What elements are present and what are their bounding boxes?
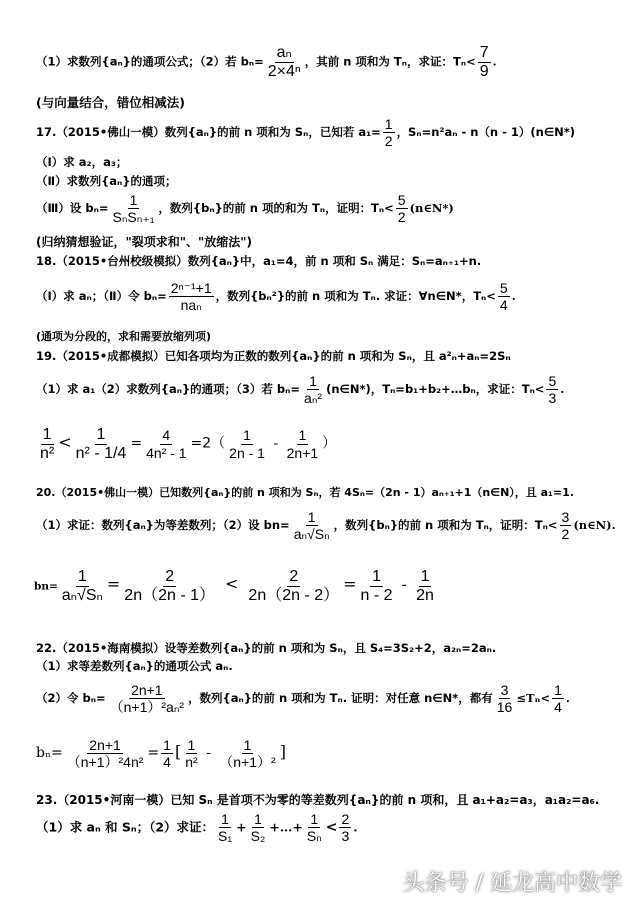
- problem-23-parts: （1）求 aₙ 和 Sₙ；（2）求证： $\frac{1}{\text{S₁}}$ + $\frac{1}{\text{S₂}}$ +…+ $\frac{1}{\text{Sₙ}}$ < $\frac{2}{3}$ .: [36, 811, 358, 845]
- fraction: $\frac{1}{2n}$: [416, 568, 434, 604]
- problem-17-stem: 17.（2015•佛山一模）数列{aₙ}的前 n 项和为 Sₙ，已知若 a₁= $\frac{1}{2}$ ，Sₙ=n²aₙ - n（n - 1）(n∈N*): [36, 116, 576, 150]
- fraction: $\frac{5}{2}$: [397, 192, 406, 226]
- problem-18-stem: 18.（2015•台州校级模拟）数列{aₙ}中，a₁=4，前 n 项和 Sₙ 满足：Sₙ=aₙ₊₁+n.: [36, 254, 482, 268]
- problem-23-stem: 23.（2015•河南一模）已知 Sₙ 是首项不为零的等差数列{aₙ}的前 n 项和，且 a₁+a₂=a₃，a₁a₂=a₆.: [36, 793, 600, 807]
- fraction: $\frac{1}{\text{n² - 1/4}}$: [75, 426, 127, 462]
- formula-19: $\frac{1}{\text{n²}}$ < $\frac{1}{\text{n² - 1/4}}$ = $\frac{4}{\text{4n² - 1}}$ =2（ $\frac{1}{2n - 1}$ - $\frac{1}{2n+1}$ ）: [40, 426, 337, 462]
- problem-22-stem: 22.（2015•海南模拟）设等差数列{aₙ}的前 n 项和为 Sₙ，且 S₄=3S₂+2，a₂ₙ=2aₙ.: [36, 641, 497, 655]
- fraction: $\frac{1}{\text{n²}}$: [185, 737, 198, 771]
- fraction: $\frac{7}{9}$: [479, 44, 489, 80]
- fraction: $\frac{1}{2}$: [384, 116, 393, 150]
- problem-22-part-1: （1）求等差数列{aₙ}的通项公式 aₙ.: [36, 659, 233, 673]
- fraction: $\frac{2}{2n(2n - 2)}$: [248, 568, 340, 604]
- fraction: $\frac{1}{4}$: [554, 682, 562, 716]
- fraction: $\frac{\text{2ⁿ⁻¹+1}}{\text{naₙ}}$: [170, 280, 212, 314]
- problem-22-part-2: （2）令 bₙ= $\frac{2n+1}{\text{（n+1）²aₙ²}}$ ，数列{aₙ}的前 n 项和为 Tₙ. 证明：对任意 n∈N*，都有 $\frac{3}{16}$ ≤Tₙ< $\frac{1}{4}$ .: [36, 682, 570, 716]
- fraction: $\frac{1}{\text{S₁}}$: [218, 811, 233, 845]
- problem-17-part-2: （Ⅱ）求数列{aₙ}的通项；: [36, 174, 177, 188]
- fraction: $\frac{1}{\text{S₂}}$: [250, 811, 266, 845]
- fraction: $\frac{1}{2n+1}$: [286, 427, 319, 461]
- section-heading: (归纳猜想验证，"裂项求和"、"放缩法"): [36, 235, 252, 249]
- fraction: $\frac{1}{\text{Sₙ}}$: [306, 811, 322, 845]
- fraction: $\frac{1}{\text{SₙSₙ₊₁}}$: [112, 192, 155, 226]
- fraction: $\frac{2n+1}{\text{（n+1）²4n²}}$: [66, 737, 144, 771]
- problem-17-part-3: （Ⅲ）设 bₙ= $\frac{1}{\text{SₙSₙ₊₁}}$ ，数列{bₙ}的前 n 项的和为 Tₙ，证明：Tₙ< $\frac{5}{2}$ (n∈N*): [36, 192, 454, 226]
- fraction: $\frac{1}{\text{aₙ√Sₙ}}$: [293, 509, 330, 543]
- fraction: $\frac{2}{2n(2n - 1)}$: [124, 568, 216, 604]
- problem-19-parts: （1）求 a₁（2）求数列{aₙ}的通项；（3）若 bₙ= $\frac{1}{\text{aₙ²}}$ (n∈N*)，Tₙ=b₁+b₂+…bₙ，求证：Tₙ< $\frac{5}{3}$ .: [36, 373, 565, 407]
- fraction: $\frac{1}{4}$: [163, 737, 171, 771]
- fraction: $\frac{1}{n - 2}$: [360, 568, 393, 604]
- problem-19-stem: 19.（2015•成都模拟）已知各项均为正数的数列{aₙ}的前 n 项和为 Sₙ，且 a²ₙ+aₙ=2Sₙ: [36, 349, 511, 363]
- fraction: $\frac{1}{\text{aₙ√Sₙ}}$: [61, 568, 103, 604]
- problem-18-parts: （Ⅰ）求 aₙ；（Ⅱ）令 bₙ= $\frac{\text{2ⁿ⁻¹+1}}{\text{naₙ}}$ ，数列{bₙ²}的前 n 项和为 Tₙ. 求证：∀n∈N*，Tₙ< $\frac{5}{4}$ .: [36, 280, 516, 314]
- problem-20-parts: （1）求证：数列{aₙ}为等差数列；（2）设 bn= $\frac{1}{\text{aₙ√Sₙ}}$ ，数列{bₙ}的前 n 项和为 Tₙ，证明：Tₙ< $\frac{3}{2}$ (n∈N).: [36, 509, 616, 543]
- formula-20: bn= $\frac{1}{\text{aₙ√Sₙ}}$ = $\frac{2}{2n(2n - 1)}$ < $\frac{2}{2n(2n - 2)}$ = $\frac{1}{n - 2}$ - $\frac{1}{2n}$: [34, 568, 434, 604]
- section-heading: (通项为分段的，求和需要放缩列项): [36, 330, 212, 343]
- fraction: $\frac{1}{\text{aₙ²}}$: [304, 373, 323, 407]
- fraction: $\frac{2}{3}$: [341, 811, 350, 845]
- fraction: $\frac{\text{aₙ}}{\text{2×4ⁿ}}$: [267, 44, 301, 80]
- problem-17-part-1: （Ⅰ）求 a₂，a₃；: [36, 155, 128, 169]
- fraction: $\frac{3}{16}$: [496, 682, 513, 716]
- fraction: $\frac{1}{\text{n²}}$: [40, 426, 55, 462]
- fraction: $\frac{5}{4}$: [499, 280, 508, 314]
- fraction: $\frac{5}{3}$: [548, 373, 557, 407]
- fraction: $\frac{1}{\text{（n+1）²}}$: [219, 737, 276, 771]
- section-heading: (与向量结合，错位相减法): [36, 95, 185, 110]
- fraction: $\frac{1}{2n - 1}$: [229, 427, 265, 461]
- fraction: $\frac{2n+1}{\text{（n+1）²aₙ²}}$: [109, 682, 185, 716]
- problem-20-stem: 20.（2015•佛山一模）已知数列{aₙ}的前 n 项和为 Sₙ，若 4Sₙ=（2n - 1）aₙ₊₁+1（n∈N），且 a₁=1.: [36, 486, 574, 499]
- fraction: $\frac{3}{2}$: [561, 509, 570, 543]
- problem-16-question: （1）求数列{aₙ}的通项公式；（2）若 bₙ= $\frac{\text{aₙ}}{\text{2×4ⁿ}}$ ，其前 n 项和为 Tₙ，求证：Tₙ< $\frac{7}{9}$ .: [36, 44, 497, 80]
- formula-22: bₙ= $\frac{2n+1}{\text{（n+1）²4n²}}$ = $\frac{1}{4}$ [ $\frac{1}{\text{n²}}$ - $\frac{1}{\text{（n+1）²}}$ ]: [36, 737, 286, 771]
- fraction: $\frac{4}{\text{4n² - 1}}$: [146, 427, 187, 461]
- watermark: 头条号 / 延龙高中数学: [402, 871, 622, 896]
